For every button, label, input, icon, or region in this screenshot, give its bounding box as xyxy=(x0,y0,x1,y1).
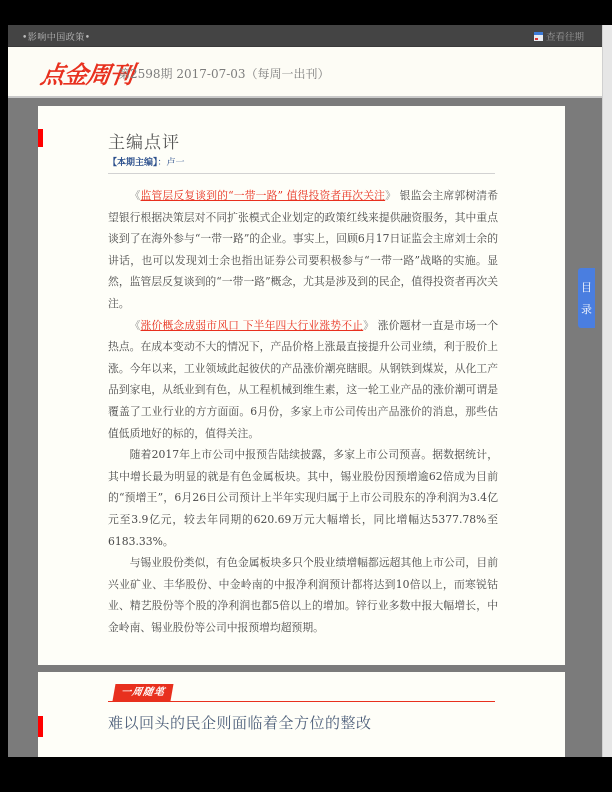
weekly-essay-badge: 一周随笔 xyxy=(113,684,174,701)
section-marker xyxy=(38,129,43,147)
toc-label-2: 录 xyxy=(581,303,592,316)
weekly-essay-card xyxy=(38,672,565,757)
view-past-issues-link[interactable] xyxy=(534,29,584,43)
article-link-belt-road[interactable]: 监管层反复谈到的“一带一路” 值得投资者再次关注 xyxy=(140,189,386,202)
paragraph: 与锡业股份类似，有色金属板块多只个股业绩增幅都远超其他上市公司，目前兴业矿业、丰华股份、中金岭南的中报净利润预计都将达到10倍以上，而寒锐钴业、精艺股份等个股的净利润也都5倍以上的增加。锌行业多数中报大幅增长，中金岭南、锡业股份等公司中报预增均超预期。 xyxy=(108,556,498,634)
title-divider xyxy=(108,173,495,174)
calendar-icon xyxy=(534,32,543,41)
quote-close: 》 xyxy=(363,318,375,332)
section-header xyxy=(108,684,495,702)
publication-header xyxy=(8,47,602,98)
table-of-contents-tab[interactable] xyxy=(578,268,595,328)
page-viewport xyxy=(8,25,612,757)
editor-name: 卢一 xyxy=(166,158,185,168)
article-link-price-rise[interactable]: 涨价概念成弱市风口 下半年四大行业涨势不止 xyxy=(140,318,364,332)
editorial-body xyxy=(108,185,498,638)
quote-close: 》 xyxy=(385,189,397,202)
toc-label-1: 目 xyxy=(581,281,592,294)
paragraph xyxy=(108,315,498,445)
paragraph xyxy=(108,185,498,315)
top-nav-bar xyxy=(8,25,602,47)
scrollbar[interactable] xyxy=(602,25,612,757)
window-top-bar xyxy=(0,0,612,25)
editor-credit xyxy=(108,155,185,168)
paragraph: 随着2017年上市公司中报预告陆续披露，多家上市公司预喜。据数据统计，其中增长最为明显的就是有色金属板块。其中，锡业股份因预增逾62倍成为目前的“预增王”，6月26日公司预计上半年实现归属于上市公司股东的净利润为3.4亿元至3.9亿元，较去年同期的620.69万元大幅增长，同比增幅达5377.78%至6183.33%。 xyxy=(108,448,498,548)
editor-separator: ： xyxy=(157,158,167,168)
publication-logo[interactable]: 点金周刊 xyxy=(38,61,135,89)
issue-info: 第2598期 2017-07-03（每周一出刊） xyxy=(118,67,330,81)
section-title: 主编点评 xyxy=(108,133,180,153)
window-left-edge xyxy=(0,25,8,757)
window-bottom-bar xyxy=(0,757,612,792)
editor-label: 【本期主编】 xyxy=(108,158,158,168)
paragraph-text: 银监会主席郭树清希望银行根据决策层对不同扩张模式企业划定的政策红线来提供融资服务，其中重点谈到了在海外参与“一带一路”的企业。事实上，回顾6月17日证监会主席刘士余的讲话，也可以发现刘士余也指出证券公司要积极参与“一带一路”战略的实施。显然，监管层反复谈到的“一带一路”概念，尤其是涉及到的民企，值得投资者再次关注。 xyxy=(108,189,499,310)
paragraph-text: 涨价题材一直是市场一个热点。在成本变动不大的情况下，产品价格上涨最直接提升公司业绩，利于股价上涨。今年以来，工业领域此起彼伏的产品涨价潮亮瞎眼。从钢铁到煤炭，从化工产品到家电，从纸业到有色，从工程机械到维生素，这一轮工业产品的涨价潮可谓是覆盖了工业行业的方方面面。6月份，多家上市公司传出产品涨价的消息，那些估值低质地好的标的，值得关注。 xyxy=(108,318,498,440)
editorial-card xyxy=(38,106,565,665)
view-past-issues-label: 查看往期 xyxy=(545,32,584,43)
section-marker xyxy=(38,716,43,737)
essay-title[interactable]: 难以回头的民企则面临着全方位的整改 xyxy=(108,714,372,732)
quote-open: 《 xyxy=(129,318,141,332)
quote-open: 《 xyxy=(129,189,141,202)
site-slogan: •影响中国政策• xyxy=(22,33,91,43)
